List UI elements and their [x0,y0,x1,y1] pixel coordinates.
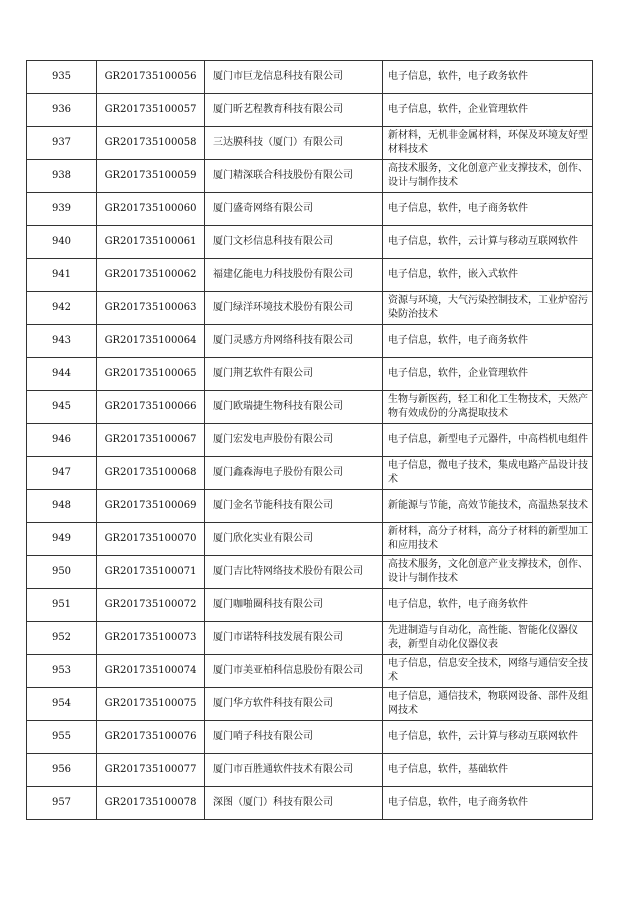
company-name: 厦门文杉信息科技有限公司 [205,226,383,259]
row-number: 938 [27,160,97,193]
technology-field: 电子信息，软件，电子商务软件 [383,325,593,358]
table-row [27,622,593,655]
company-name: 厦门哨子科技有限公司 [205,721,383,754]
technology-field: 先进制造与自动化，高性能、智能化仪器仪表，新型自动化仪器仪表 [383,622,593,655]
row-number: 955 [27,721,97,754]
row-number: 941 [27,259,97,292]
certificate-code: GR201735100063 [97,292,205,325]
row-number: 939 [27,193,97,226]
certificate-code: GR201735100078 [97,787,205,820]
table-row [27,94,593,127]
table-row [27,556,593,589]
table-row [27,61,593,94]
row-number: 951 [27,589,97,622]
row-number: 946 [27,424,97,457]
certificate-code: GR201735100058 [97,127,205,160]
certificate-code: GR201735100062 [97,259,205,292]
table-row [27,226,593,259]
document-page [26,60,592,820]
technology-field: 电子信息，软件，基础软件 [383,754,593,787]
table-row [27,589,593,622]
table-body [27,61,593,820]
row-number: 940 [27,226,97,259]
company-name: 厦门吉比特网络技术股份有限公司 [205,556,383,589]
row-number: 945 [27,391,97,424]
row-number: 953 [27,655,97,688]
company-name: 三达膜科技（厦门）有限公司 [205,127,383,160]
table-row [27,358,593,391]
technology-field: 电子信息，软件，电子政务软件 [383,61,593,94]
row-number: 957 [27,787,97,820]
table-row [27,721,593,754]
company-name: 厦门精深联合科技股份有限公司 [205,160,383,193]
certificate-code: GR201735100067 [97,424,205,457]
row-number: 950 [27,556,97,589]
certificate-code: GR201735100065 [97,358,205,391]
certificate-code: GR201735100075 [97,688,205,721]
company-name: 福建亿能电力科技股份有限公司 [205,259,383,292]
technology-field: 高技术服务，文化创意产业支撑技术，创作、设计与制作技术 [383,556,593,589]
technology-field: 新材料，高分子材料，高分子材料的新型加工和应用技术 [383,523,593,556]
company-name: 厦门盛奇网络有限公司 [205,193,383,226]
row-number: 954 [27,688,97,721]
company-name: 厦门欧瑞捷生物科技有限公司 [205,391,383,424]
table-row [27,325,593,358]
row-number: 937 [27,127,97,160]
row-number: 936 [27,94,97,127]
company-name: 厦门市美亚柏科信息股份有限公司 [205,655,383,688]
company-name: 深图（厦门）科技有限公司 [205,787,383,820]
certificate-code: GR201735100064 [97,325,205,358]
company-name: 厦门灵感方舟网络科技有限公司 [205,325,383,358]
certificate-code: GR201735100070 [97,523,205,556]
company-name: 厦门昕艺程教育科技有限公司 [205,94,383,127]
certificate-code: GR201735100071 [97,556,205,589]
row-number: 948 [27,490,97,523]
company-name: 厦门华方软件科技有限公司 [205,688,383,721]
technology-field: 电子信息，软件，电子商务软件 [383,589,593,622]
technology-field: 生物与新医药，轻工和化工生物技术，天然产物有效成份的分离提取技术 [383,391,593,424]
table-row [27,655,593,688]
row-number: 944 [27,358,97,391]
company-name: 厦门市巨龙信息科技有限公司 [205,61,383,94]
table-row [27,424,593,457]
certificate-code: GR201735100069 [97,490,205,523]
company-name: 厦门荆艺软件有限公司 [205,358,383,391]
technology-field: 电子信息，软件，企业管理软件 [383,94,593,127]
enterprise-table [26,60,593,820]
certificate-code: GR201735100066 [97,391,205,424]
table-row [27,523,593,556]
row-number: 947 [27,457,97,490]
technology-field: 高技术服务，文化创意产业支撑技术，创作、设计与制作技术 [383,160,593,193]
company-name: 厦门绿洋环境技术股份有限公司 [205,292,383,325]
technology-field: 电子信息，软件，云计算与移动互联网软件 [383,226,593,259]
row-number: 956 [27,754,97,787]
row-number: 952 [27,622,97,655]
technology-field: 电子信息，信息安全技术，网络与通信安全技术 [383,655,593,688]
certificate-code: GR201735100056 [97,61,205,94]
table-row [27,160,593,193]
technology-field: 电子信息，软件，电子商务软件 [383,193,593,226]
table-row [27,193,593,226]
certificate-code: GR201735100057 [97,94,205,127]
technology-field: 电子信息，新型电子元器件，中高档机电组件 [383,424,593,457]
technology-field: 资源与环境，大气污染控制技术，工业炉窑污染防治技术 [383,292,593,325]
certificate-code: GR201735100073 [97,622,205,655]
certificate-code: GR201735100077 [97,754,205,787]
certificate-code: GR201735100074 [97,655,205,688]
company-name: 厦门金名节能科技有限公司 [205,490,383,523]
table-row [27,490,593,523]
table-row [27,127,593,160]
certificate-code: GR201735100068 [97,457,205,490]
certificate-code: GR201735100072 [97,589,205,622]
technology-field: 电子信息，通信技术，物联网设备、部件及组网技术 [383,688,593,721]
table-row [27,457,593,490]
technology-field: 电子信息，微电子技术，集成电路产品设计技术 [383,457,593,490]
row-number: 935 [27,61,97,94]
certificate-code: GR201735100060 [97,193,205,226]
row-number: 943 [27,325,97,358]
row-number: 942 [27,292,97,325]
technology-field: 电子信息，软件，企业管理软件 [383,358,593,391]
table-row [27,754,593,787]
table-row [27,259,593,292]
technology-field: 电子信息，软件，云计算与移动互联网软件 [383,721,593,754]
technology-field: 电子信息，软件，嵌入式软件 [383,259,593,292]
company-name: 厦门市百胜通软件技术有限公司 [205,754,383,787]
technology-field: 电子信息，软件，电子商务软件 [383,787,593,820]
company-name: 厦门鑫森海电子股份有限公司 [205,457,383,490]
technology-field: 新能源与节能，高效节能技术，高温热泵技术 [383,490,593,523]
company-name: 厦门市诺特科技发展有限公司 [205,622,383,655]
company-name: 厦门咖啪圈科技有限公司 [205,589,383,622]
table-row [27,688,593,721]
company-name: 厦门宏发电声股份有限公司 [205,424,383,457]
certificate-code: GR201735100076 [97,721,205,754]
certificate-code: GR201735100061 [97,226,205,259]
technology-field: 新材料，无机非金属材料，环保及环境友好型材料技术 [383,127,593,160]
table-row [27,787,593,820]
certificate-code: GR201735100059 [97,160,205,193]
table-row [27,292,593,325]
table-row [27,391,593,424]
row-number: 949 [27,523,97,556]
company-name: 厦门欣化实业有限公司 [205,523,383,556]
